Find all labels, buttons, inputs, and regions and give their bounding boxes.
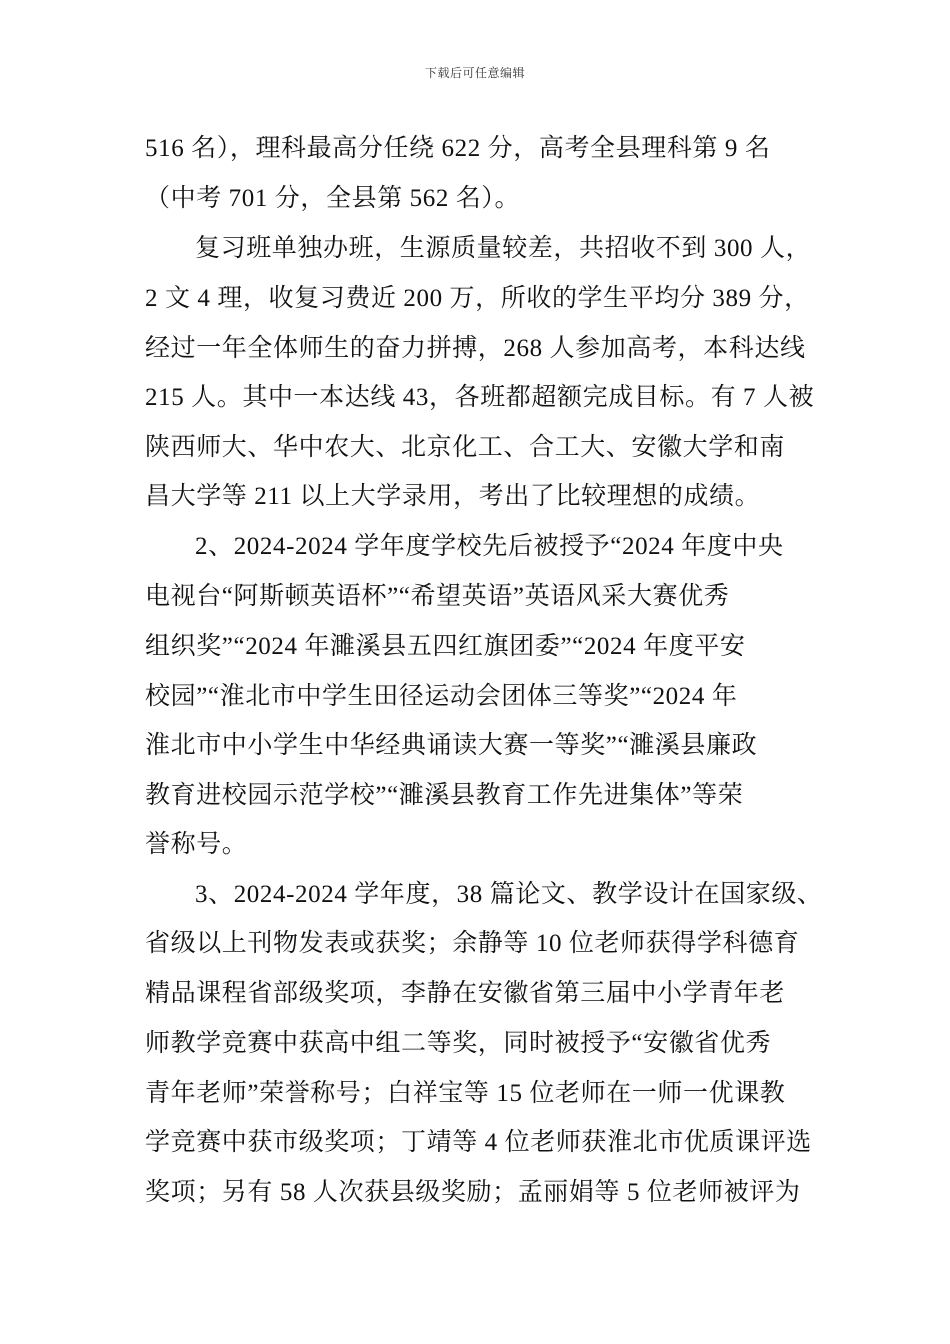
body-text-line: 淮北市中小学生中华经典诵读大赛一等奖”“濉溪县廉政: [145, 732, 758, 759]
body-text-line: 教育进校园示范学校”“濉溪县教育工作先进集体”等荣: [145, 782, 744, 809]
body-text-line: 2 文 4 理，收复习费近 200 万，所收的学生平均分 389 分，: [145, 285, 810, 312]
body-text-line: 省级以上刊物发表或获奖；余静等 10 位老师获得学科德育: [145, 930, 800, 957]
body-text-line: 516 名），理科最高分任绕 622 分，高考全县理科第 9 名: [145, 135, 771, 162]
body-text-line: 青年老师”荣誉称号；白祥宝等 15 位老师在一师一优课教: [145, 1080, 786, 1107]
body-text-line: 奖项；另有 58 人次获县级奖励；孟丽娟等 5 位老师被评为: [145, 1179, 801, 1206]
paragraph-first-line: 2、2024-2024 学年度学校先后被授予“2024 年度中央: [195, 533, 784, 560]
body-text-line: 学竞赛中获市级奖项；丁靖等 4 位老师获淮北市优质课评选: [145, 1129, 812, 1156]
body-text-line: 校园”“淮北市中学生田径运动会团体三等奖”“2024 年: [145, 683, 738, 710]
body-text-line: 经过一年全体师生的奋力拼搏，268 人参加高考，本科达线: [145, 335, 806, 362]
body-text-line: （中考 701 分，全县第 562 名）。: [145, 185, 521, 212]
body-text-line: 215 人。其中一本达线 43，各班都超额完成目标。有 7 人被: [145, 384, 815, 411]
body-text-line: 组织奖”“2024 年濉溪县五四红旗团委”“2024 年度平安: [145, 633, 746, 660]
body-text-line: 师教学竞赛中获高中组二等奖，同时被授予“安徽省优秀: [145, 1030, 772, 1057]
body-text-line: 精品课程省部级奖项，李静在安徽省第三届中小学青年老: [145, 980, 786, 1007]
paragraph-first-line: 复习班单独办班，生源质量较差，共招收不到 300 人，: [195, 235, 812, 262]
page-header: 下载后可任意编辑: [424, 66, 525, 80]
body-text-line: 电视台“阿斯顿英语杯”“希望英语”英语风采大赛优秀: [145, 583, 730, 610]
body-text-line: 陕西师大、华中农大、北京化工、合工大、安徽大学和南: [145, 434, 786, 461]
body-text-line: 昌大学等 211 以上大学录用，考出了比较理想的成绩。: [145, 483, 761, 510]
body-text-line: 誉称号。: [145, 831, 248, 858]
paragraph-first-line: 3、2024-2024 学年度，38 篇论文、教学设计在国家级、: [195, 881, 823, 908]
